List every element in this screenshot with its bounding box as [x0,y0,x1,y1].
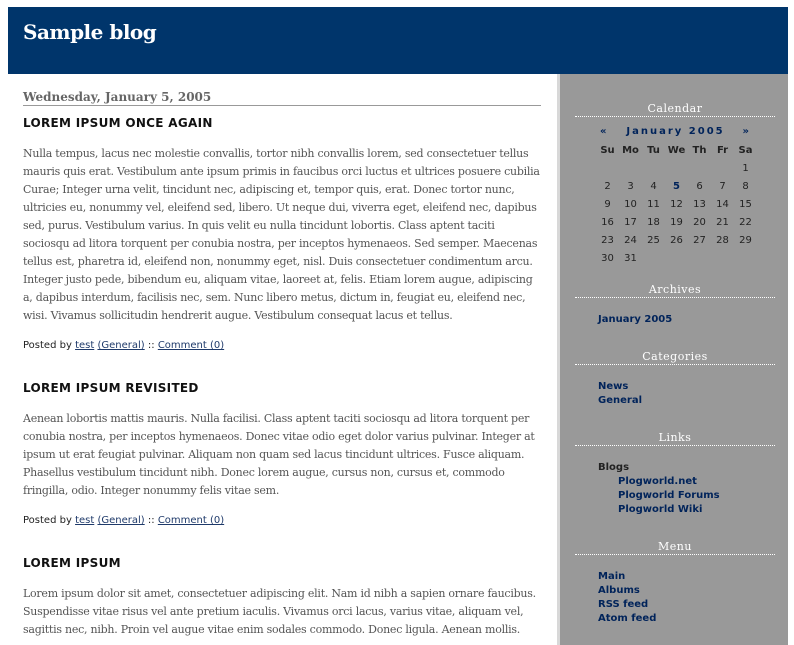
author-link[interactable]: test [75,340,95,351]
categories-list [598,380,642,408]
date-header: Wednesday, January 5, 2005 [23,90,541,106]
post-body: Aenean lobortis mattis mauris. Nulla facilisi. Class aptent taciti sociosqu ad litora torquent per conubia nostra, per inceptos hymenaeos. Donec vitae odio eget dolor varius pulvinar. Integer at ipsum ut erat feugiat pulvinar. Aliquam non quam sed lacus tincidunt ultrices. Fusce aliquam. Phasellus vestibulum tincidunt nibh. Donec lorem augue, cursus non, cursus et, commodo fringilla, odio. Integer nonummy felis vitae sem. [23,412,535,497]
calendar-day: 27 [693,235,706,246]
main-content [8,74,557,645]
calendar-prev-link[interactable]: « [600,126,609,137]
calendar-day: 8 [742,181,749,192]
menu-atom-link[interactable]: Atom feed [598,613,657,624]
blog-header [8,7,788,74]
post-meta [23,340,224,351]
archive-link[interactable]: January 2005 [598,314,673,325]
menu-main-link[interactable]: Main [598,571,626,582]
calendar-day: 31 [624,253,637,264]
posted-by-label: Posted by [23,515,72,526]
post-body: Nulla tempus, lacus nec molestie convallis, tortor nibh convallis lorem, sed consectetuer tellus mauris quis erat. Vestibulum ante ipsum primis in faucibus orci luctus et ultrices posuere cubilia Curae; Integer urna velit, tincidunt nec, adipiscing et, tempor quis, erat. Donec tortor nunc, ultricies eu, nonummy vel, eleifend sed, libero. Ut neque dui, viverra eget, eleifend nec, dapibus sed, purus. Vestibulum varius. In quis velit eu nulla tincidunt lobortis. Class aptent taciti sociosqu ad litora torquent per conubia nostra, per inceptos hymenaeos. Sed semper. Maecenas tellus est, pharetra id, eleifend non, nonummy eget, nisl. Duis consectetuer condimentum arcu. Integer justo pede, bibendum eu, aliquam vitae, laoreet at, felis. Etiam lorem augue, adipiscing a, dapibus interdum, facilisis nec, sem. Nunc libero metus, dictum in, feugiat eu, eleifend nec, wisi. Vivamus sollicitudin hendrerit augue. Vestibulum consequat lacus et tellus. [23,147,540,322]
calendar-month: January 2005 [626,126,725,137]
archives-title: Archives [575,283,775,298]
calendar-day: 30 [601,253,614,264]
post-title[interactable]: LOREM IPSUM ONCE AGAIN [23,116,213,130]
calendar-day: 15 [739,199,752,210]
link-plogworld[interactable]: Plogworld.net [618,476,697,487]
calendar-day: 7 [719,181,726,192]
meta-separator: :: [147,340,155,351]
calendar-empty-cell [688,250,711,268]
calendar-empty-cell [642,160,665,178]
calendar-weekday: We [667,145,686,156]
calendar-title: Calendar [575,102,775,117]
calendar-next-link[interactable]: » [742,126,751,137]
menu-rss-link[interactable]: RSS feed [598,599,649,610]
calendar-empty-cell [619,160,642,178]
calendar-day: 25 [647,235,660,246]
calendar-nav [598,126,753,137]
calendar-day: 2 [604,181,611,192]
calendar-empty-cell [734,250,757,268]
sidebar [557,74,788,645]
link-plogworld-wiki[interactable]: Plogworld Wiki [618,504,703,515]
calendar-empty-cell [596,160,619,178]
category-news-link[interactable]: News [598,381,629,392]
calendar-day: 11 [647,199,660,210]
calendar-day[interactable]: 5 [673,181,680,192]
calendar-day: 9 [604,199,611,210]
calendar-day: 29 [739,235,752,246]
calendar-day: 14 [716,199,729,210]
comment-link[interactable]: Comment (0) [157,515,225,526]
calendar-day: 28 [716,235,729,246]
calendar-weekday: Mo [622,145,639,156]
calendar-day: 21 [716,217,729,228]
calendar-day: 1 [742,163,749,174]
calendar-day: 3 [627,181,634,192]
calendar-weekday: Fr [716,145,729,156]
calendar-day: 12 [670,199,683,210]
calendar-empty-cell [711,250,734,268]
menu-list [598,570,656,626]
links-list [598,461,720,517]
calendar-weekday: Su [600,145,615,156]
calendar-day: 6 [696,181,703,192]
links-title: Links [575,431,775,446]
archives-list [598,313,672,327]
links-group-heading: Blogs [598,462,630,473]
calendar-empty-cell [665,160,688,178]
post-title[interactable]: LOREM IPSUM REVISITED [23,381,199,395]
category-link[interactable]: (General) [97,340,145,351]
category-general-link[interactable]: General [598,395,642,406]
post-body: Lorem ipsum dolor sit amet, consectetuer adipiscing elit. Nam id nibh a sapien ornare faucibus. Suspendisse vitae risus vel ante pretium iaculis. Vivamus orci lacus, varius vitae, aliquam vel, sagittis nec, nibh. Proin vel augue vitae enim sodales commodo. Donec ligula. Aenean mollis. [23,587,536,636]
calendar-empty-cell [642,250,665,268]
post-title[interactable]: LOREM IPSUM [23,556,121,570]
calendar-day: 23 [601,235,614,246]
calendar-empty-cell [711,160,734,178]
calendar-weekday: Tu [647,145,660,156]
post-meta [23,515,224,526]
category-link[interactable]: (General) [97,515,145,526]
calendar-day: 24 [624,235,637,246]
categories-title: Categories [575,350,775,365]
blog-title[interactable]: Sample blog [23,20,157,44]
calendar-day: 4 [650,181,657,192]
meta-separator: :: [147,515,155,526]
calendar-day: 10 [624,199,637,210]
calendar-empty-cell [688,160,711,178]
author-link[interactable]: test [75,515,95,526]
calendar-weekday: Sa [738,145,753,156]
calendar-grid [596,142,757,268]
menu-title: Menu [575,540,775,555]
posted-by-label: Posted by [23,340,72,351]
calendar-day: 16 [601,217,614,228]
calendar-day: 17 [624,217,637,228]
calendar-day: 20 [693,217,706,228]
calendar-day: 22 [739,217,752,228]
calendar-empty-cell [665,250,688,268]
menu-albums-link[interactable]: Albums [598,585,640,596]
calendar-day: 19 [670,217,683,228]
calendar-day: 26 [670,235,683,246]
comment-link[interactable]: Comment (0) [157,340,225,351]
link-plogworld-forums[interactable]: Plogworld Forums [618,490,720,501]
calendar-weekday: Th [692,145,707,156]
calendar-day: 13 [693,199,706,210]
calendar-day: 18 [647,217,660,228]
